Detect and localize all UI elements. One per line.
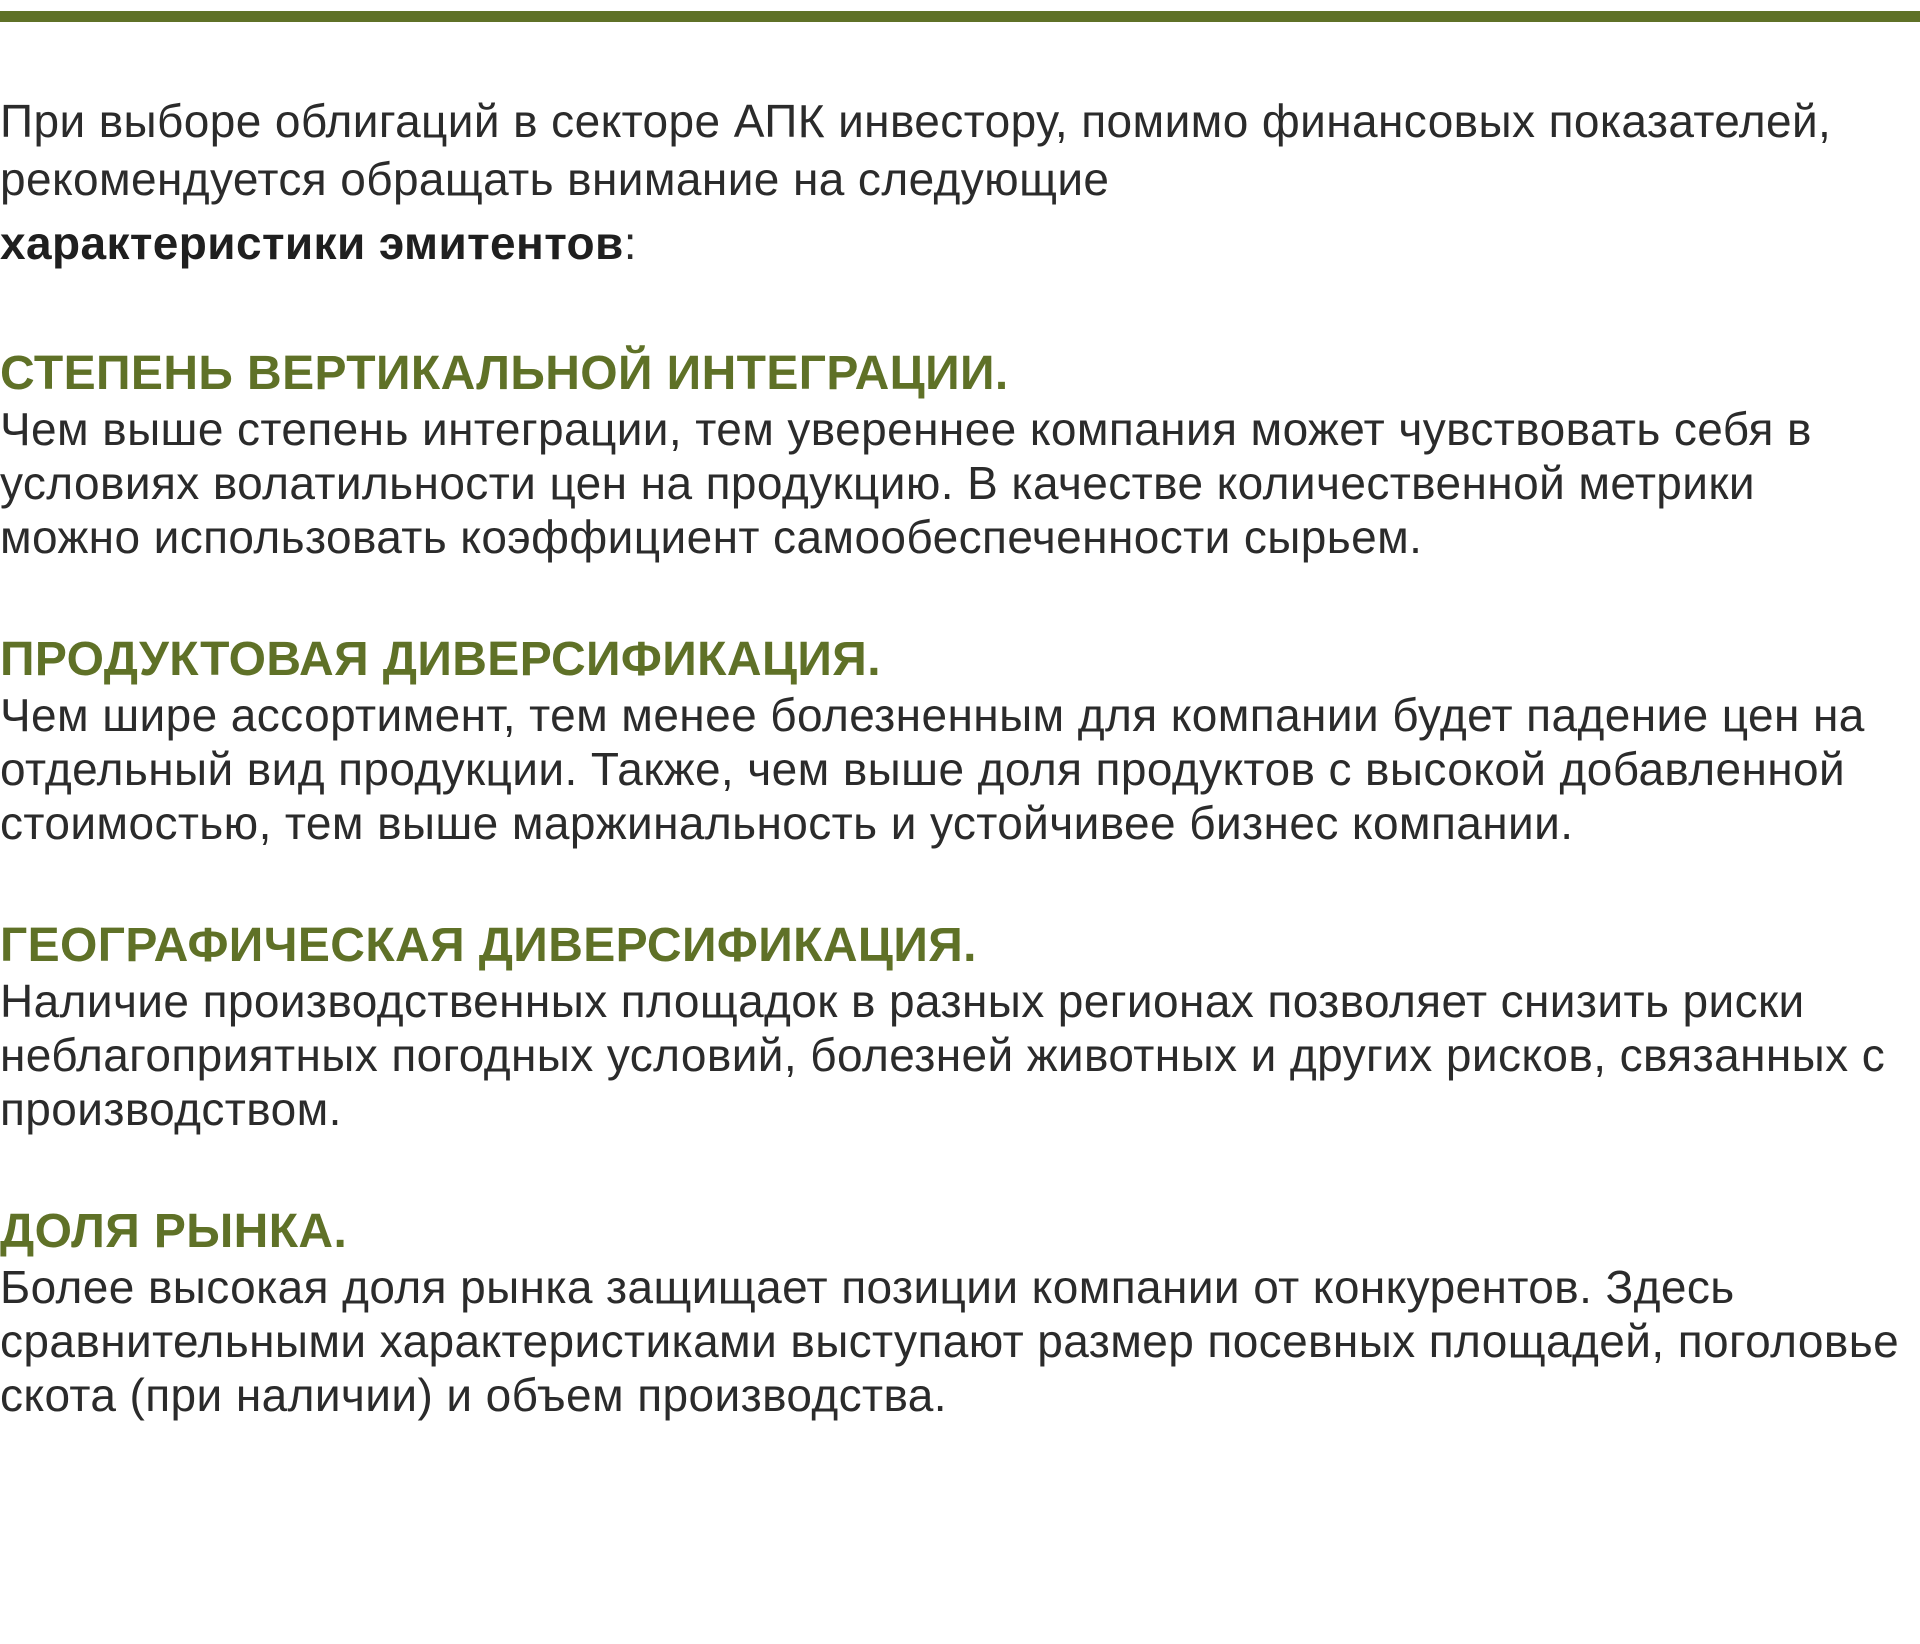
article-body [0,92,1918,1422]
section-title: ГЕОГРАФИЧЕСКАЯ ДИВЕРСИФИКАЦИЯ. [0,919,977,972]
intro-text: При выборе облигаций в секторе АПК инвестору, помимо финансовых показателей, рекомендуется обращать внимание на следующие [0,95,1832,205]
top-divider [0,11,1920,22]
section-geographic-diversification [0,918,1918,1136]
section-text: Чем выше степень интеграции, тем увереннее компания может чувствовать себя в условиях волатильности цен на продукцию. В качестве количественной метрики можно использовать коэффициент самообеспеченности сырьем. [0,403,1812,563]
section-title: СТЕПЕНЬ ВЕРТИКАЛЬНОЙ ИНТЕГРАЦИИ. [0,347,1009,400]
section-title: ПРОДУКТОВАЯ ДИВЕРСИФИКАЦИЯ. [0,633,881,686]
section-title: ДОЛЯ РЫНКА. [0,1205,348,1258]
section-vertical-integration [0,346,1918,564]
intro-emphasis: характеристики эмитентов [0,217,624,269]
intro-emphasis-line [0,214,1918,272]
section-product-diversification [0,632,1918,850]
section-text: Чем шире ассортимент, тем менее болезненным для компании будет падение цен на отдельный вид продукции. Также, чем выше доля продуктов с высокой добавленной стоимостью, тем выше маржинальность и устойчивее бизнес компании. [0,689,1865,849]
section-text: Более высокая доля рынка защищает позиции компании от конкурентов. Здесь сравнительными характеристиками выступают размер посевных площадей, поголовье скота (при наличии) и объем производства. [0,1261,1900,1421]
intro-suffix: : [623,217,637,269]
intro-paragraph [0,92,1918,272]
section-market-share [0,1204,1918,1422]
section-text: Наличие производственных площадок в разных регионах позволяет снизить риски неблагоприятных погодных условий, болезней животных и других рисков, связанных с производством. [0,975,1886,1135]
